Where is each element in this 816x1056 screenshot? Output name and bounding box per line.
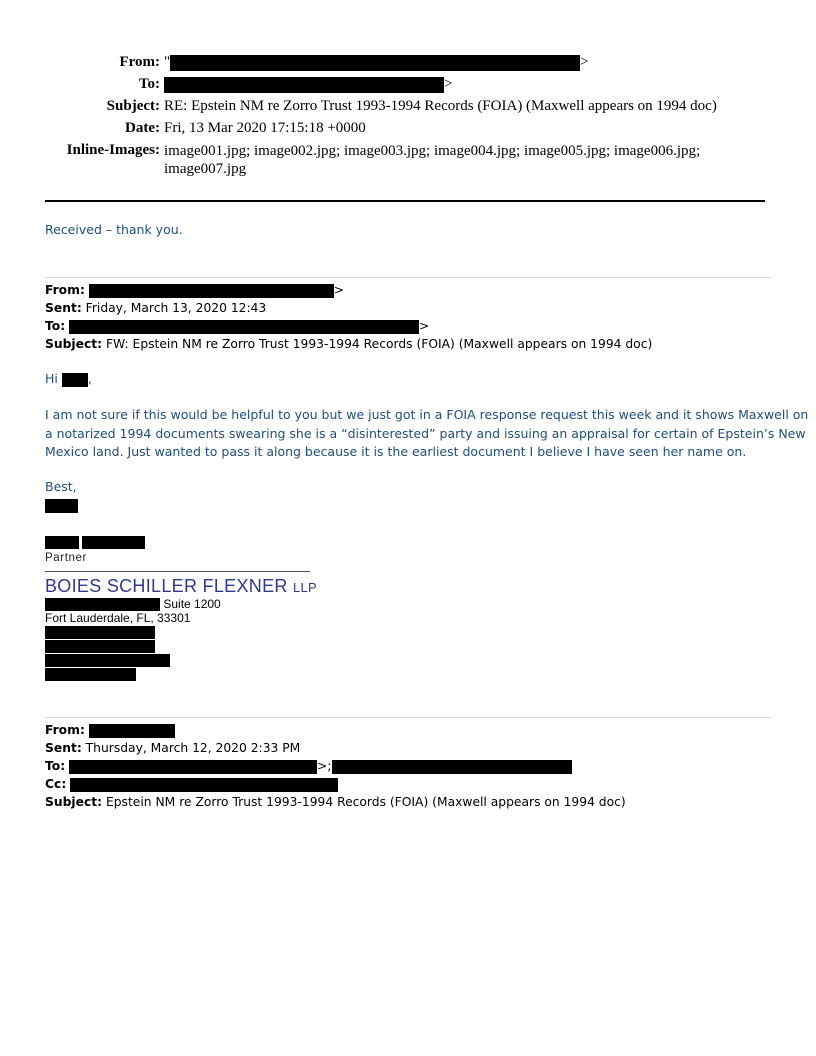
- forward1-to-label: To:: [45, 319, 66, 333]
- forward2-from-label: From:: [45, 723, 85, 737]
- redaction-block: [45, 640, 155, 653]
- body-line: Mexico land. Just wanted to pass it along because it is the earliest document I believe I have seen her name on.: [45, 444, 747, 459]
- redaction-block: [45, 626, 155, 639]
- header-inline-images-label: Inline-Images:: [66, 142, 160, 158]
- forward-divider: [45, 717, 771, 718]
- forward2-to-separator: >;: [317, 759, 332, 773]
- redaction-block: [69, 760, 317, 774]
- header-inline-images-row: [0, 140, 816, 180]
- forward1-to-row: [45, 317, 652, 335]
- header-date-label: Date:: [125, 120, 160, 136]
- redaction-block: [164, 77, 444, 93]
- header-subject-label: Subject:: [106, 98, 160, 114]
- header-to-suffix: >: [444, 76, 453, 92]
- signature-suite: Suite 1200: [163, 597, 221, 611]
- reply-text: Received – thank you.: [45, 222, 183, 237]
- greeting-suffix: ,: [87, 371, 92, 386]
- forward1-body: [45, 406, 809, 462]
- forward2-sent-row: [45, 739, 626, 757]
- forward2-subject-row: [45, 793, 626, 811]
- forward1-closing: Best,: [45, 479, 77, 494]
- body-line: I am not sure if this would be helpful to you but we just got in a FOIA response request this week and it shows Maxwell on: [45, 407, 809, 422]
- forward2-sent-value: Thursday, March 12, 2020 2:33 PM: [85, 741, 301, 755]
- forward2-to-row: [45, 757, 626, 775]
- redaction-block: [332, 760, 572, 774]
- header-to-label: To:: [138, 76, 160, 92]
- forward2-cc-row: [45, 775, 626, 793]
- forward-divider: [45, 277, 771, 278]
- header-inline-images-value: image001.jpg; image002.jpg; image003.jpg; image004.jpg; image005.jpg; image006.jpg; image007.jpg: [164, 143, 701, 177]
- redaction-block: [89, 724, 175, 738]
- header-from-suffix: >: [580, 54, 589, 70]
- redaction-block: [70, 778, 338, 792]
- redaction-block: [45, 654, 170, 667]
- forward1-subject-value: FW: Epstein NM re Zorro Trust 1993-1994 Records (FOIA) (Maxwell appears on 1994 doc): [105, 337, 653, 351]
- forward1-subject-row: [45, 335, 652, 353]
- forward2-header: [45, 721, 626, 811]
- forward2-to-label: To:: [45, 759, 66, 773]
- forward2-sent-label: Sent:: [45, 741, 82, 755]
- header-from-prefix: ": [164, 54, 171, 70]
- header-date-row: [0, 118, 816, 140]
- redaction-block: [45, 499, 78, 513]
- forward2-cc-label: Cc:: [45, 777, 67, 791]
- forward1-to-suffix: >: [419, 319, 430, 333]
- header-to-value: [164, 76, 452, 93]
- header-divider: [45, 200, 765, 202]
- firm-name: BOIES SCHILLER FLEXNER: [45, 576, 288, 596]
- redaction-block: [82, 536, 145, 549]
- firm-suffix: LLP: [293, 580, 318, 595]
- header-subject-value: RE: Epstein NM re Zorro Trust 1993-1994 Records (FOIA) (Maxwell appears on 1994 doc): [164, 98, 717, 114]
- body-line: a notarized 1994 documents swearing she is a “disinterested” party and issuing an appraisal for certain of Epstein’s New: [45, 425, 806, 441]
- forward1-sent-label: Sent:: [45, 301, 82, 315]
- email-header: [0, 52, 816, 180]
- redaction-block: [45, 536, 79, 549]
- forward1-sent-value: Friday, March 13, 2020 12:43: [85, 301, 267, 315]
- header-from-label: From:: [119, 54, 160, 70]
- forward1-sent-row: [45, 299, 652, 317]
- redaction-block: [89, 284, 334, 298]
- redaction-block: [62, 373, 88, 387]
- forward1-header: [45, 281, 652, 353]
- header-from-value: [164, 54, 589, 71]
- forward1-from-row: [45, 281, 652, 299]
- redaction-block: [45, 668, 136, 681]
- forward2-subject-value: Epstein NM re Zorro Trust 1993-1994 Records (FOIA) (Maxwell appears on 1994 doc): [105, 795, 626, 809]
- signature-title: Partner: [45, 552, 87, 564]
- signature-firm: [45, 576, 317, 597]
- forward1-from-suffix: >: [333, 283, 345, 297]
- redaction-block: [69, 320, 419, 334]
- redaction-block: [170, 55, 580, 71]
- greeting-text: Hi: [45, 371, 58, 386]
- forward1-from-label: From:: [45, 283, 85, 297]
- forward2-subject-label: Subject:: [45, 795, 103, 809]
- header-to-row: [0, 74, 816, 96]
- forward1-greeting: [45, 371, 92, 387]
- signature-divider: [45, 571, 310, 572]
- signature-city: Fort Lauderdale, FL, 33301: [45, 611, 191, 625]
- header-date-value: Fri, 13 Mar 2020 17:15:18 +0000: [164, 120, 366, 136]
- signature-address-line: [45, 597, 221, 611]
- header-subject-row: [0, 96, 816, 118]
- forward2-from-row: [45, 721, 626, 739]
- redaction-block: [45, 598, 160, 611]
- header-from-row: [0, 52, 816, 74]
- forward1-subject-label: Subject:: [45, 337, 103, 351]
